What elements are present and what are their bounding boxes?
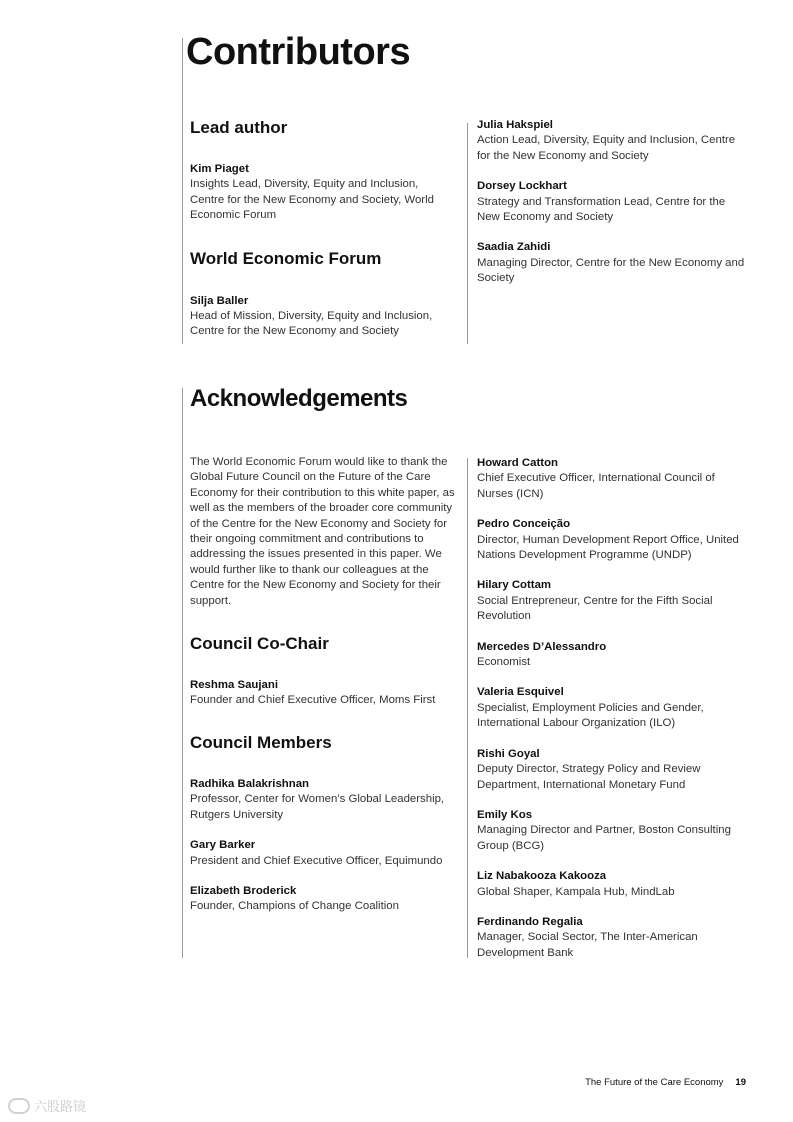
lead-author-heading: Lead author [190,118,288,137]
member-entry [190,884,455,915]
member-entry [477,808,747,854]
watermark-text: 六股路镜 [34,1099,87,1114]
person-name: Reshma Saujani [190,679,278,692]
person-name: Gary Barker [190,839,256,852]
person-role: Director, Human Development Report Office, United Nations Development Programme (UNDP) [477,533,739,562]
page-number: 19 [735,1077,746,1088]
person-role: Managing Director, Centre for the New Economy and Society [477,256,745,285]
contributors-title: Contributors [186,31,411,73]
member-entry [477,456,747,502]
contributor-entry [477,179,747,225]
person-name: Liz Nabakooza Kakooza [477,870,607,883]
member-entry [477,640,747,671]
person-role: Founder, Champions of Change Coalition [190,900,399,913]
person-name: Dorsey Lockhart [477,180,567,193]
member-entry [190,838,455,869]
person-name: Kim Piaget [190,163,249,175]
acknowledgements-column-rule [467,458,468,958]
council-members-heading: Council Members [190,732,332,752]
footer-doc-title: The Future of the Care Economy [585,1077,724,1088]
person-name: Pedro Conceição [477,518,571,531]
wef-heading: World Economic Forum [190,248,382,268]
member-entry [190,678,455,709]
contributor-entry [477,118,747,164]
acknowledgements-title: Acknowledgements [190,385,408,412]
person-role: Manager, Social Sector, The Inter-American Development Bank [477,931,698,959]
person-name: Emily Kos [477,808,533,821]
person-role: Managing Director and Partner, Boston Consulting Group (BCG) [477,824,731,852]
person-role: Founder and Chief Executive Officer, Moms First [190,694,436,707]
person-name: Silja Baller [190,294,249,307]
member-entry [477,517,747,563]
co-chair-heading: Council Co-Chair [190,634,329,654]
person-name: Valeria Esquivel [477,686,564,699]
member-entry [477,747,747,793]
member-entry [190,777,455,823]
acknowledgements-left-column [190,455,455,915]
contributor-entry [190,162,455,224]
person-name: Mercedes D’Alessandro [477,640,607,653]
acknowledgements-right-column [477,456,747,961]
member-entry [477,685,747,731]
contributors-column-rule [467,123,468,344]
person-name: Ferdinando Regalia [477,915,583,928]
watermark-logo-icon [8,1098,30,1114]
person-name: Saadia Zahidi [477,241,551,254]
contributor-entry [477,240,747,286]
person-name: Elizabeth Broderick [190,884,297,897]
person-role: Professor, Center for Women’s Global Leadership, Rutgers University [190,793,445,821]
contributors-left-column [190,117,455,340]
person-role: Specialist, Employment Policies and Gender, International Labour Organization (ILO) [477,701,704,730]
person-role: Chief Executive Officer, International Council of Nurses (ICN) [477,472,715,500]
person-name: Rishi Goyal [477,747,540,760]
person-role: Strategy and Transformation Lead, Centre for the New Economy and Society [477,195,726,224]
person-role: Social Entrepreneur, Centre for the Fifth Social Revolution [477,594,713,623]
person-role: Action Lead, Diversity, Equity and Inclusion, Centre for the New Economy and Society [477,134,736,162]
person-role: Deputy Director, Strategy Policy and Review Department, International Monetary Fund [477,763,701,791]
person-role: Global Shaper, Kampala Hub, MindLab [477,885,675,898]
person-name: Hilary Cottam [477,579,552,592]
person-name: Howard Catton [477,457,558,469]
watermark [8,1096,86,1115]
person-role: Head of Mission, Diversity, Equity and Inclusion, Centre for the New Economy and Society [190,310,433,338]
acknowledgements-title-rule [182,388,183,958]
contributors-right-column [477,118,747,287]
person-name: Julia Hakspiel [477,119,553,131]
contributors-title-rule [182,38,183,344]
member-entry [477,578,747,624]
person-role: Insights Lead, Diversity, Equity and Inclusion, Centre for the New Economy and Society, World Economic Forum [190,178,434,222]
person-role: President and Chief Executive Officer, Equimundo [190,854,443,867]
person-role: Economist [477,656,531,669]
contributor-entry [190,294,455,340]
member-entry [477,915,747,961]
person-name: Radhika Balakrishnan [190,777,310,790]
acknowledgements-intro: The World Economic Forum would like to thank the Global Future Council on the Future of the Care Economy for their contribution to this white paper, as well as the members of the broader core community of the Centre for the New Economy and Society for their ongoing commitment and contributions to addressing the issues presented in this paper. We would further like to thank our colleagues at the Centre for the New Economy and Society for their support. [190,456,455,607]
member-entry [477,869,747,900]
page-footer [585,1077,746,1088]
